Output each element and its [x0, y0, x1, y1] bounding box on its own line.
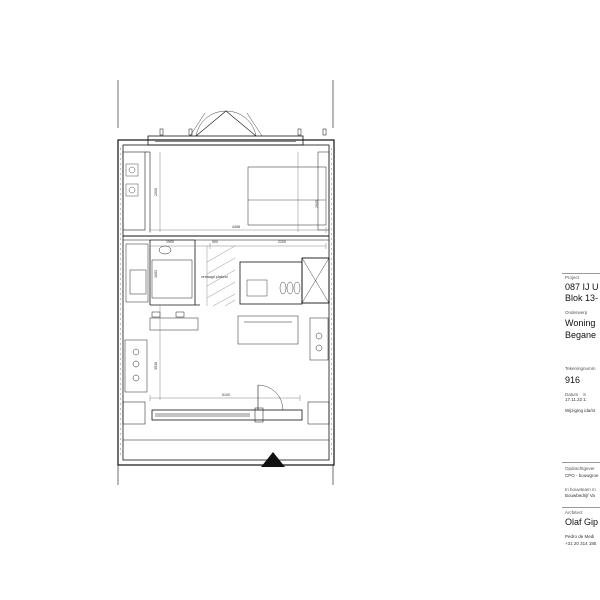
contractor-value: Bouwbedrijf Va [565, 493, 595, 498]
project-label: Project [565, 275, 580, 280]
architect-address: Pedro de Medi [565, 534, 595, 539]
date-label: Datum [565, 392, 579, 397]
client-label: Opdrachtgever [565, 466, 595, 471]
subject-line2: Begane [565, 330, 597, 340]
scale-value: 1: [583, 397, 587, 402]
bathroom [126, 244, 192, 302]
project-line2: Blok 13- [565, 293, 599, 303]
architect-label: Architect [565, 510, 583, 515]
dim-2935: 2935 [315, 200, 319, 208]
contractor-label: In bouwteam m [565, 487, 596, 492]
dim-4498: 4498 [232, 225, 240, 229]
project-line1: 087 IJ U [565, 282, 599, 292]
date-value: 17.11.22 [565, 397, 583, 402]
dim-1653: 1653 [154, 270, 158, 278]
drawing-number: 916 [565, 375, 581, 385]
storage-unit [240, 258, 329, 304]
revision-note: Wijziging ida/st [565, 408, 596, 413]
architect-value: Olaf Gip [565, 517, 599, 527]
label-verlaagd-plafond: verlaagd plafond [201, 275, 228, 279]
dim-900: 900 [212, 240, 218, 244]
dim-2200: 2200 [278, 240, 286, 244]
dim-3538: 3538 [154, 362, 158, 370]
architect-phone: +31 20 314 185 [565, 541, 597, 546]
subject-label: Onderwerp [565, 310, 588, 315]
subject-line1: Woning [565, 318, 596, 328]
drawing-number-label: Tekeningnumm [565, 366, 596, 371]
client-value: CPO - bouwgroe [565, 473, 599, 478]
scale-label: S [583, 392, 587, 397]
dim-1900: 1900 [166, 240, 174, 244]
dim-2000: 2000 [154, 188, 158, 196]
dim-5100: 5100 [222, 393, 230, 397]
north-arrow-icon [261, 452, 285, 467]
living-furniture [125, 305, 328, 400]
